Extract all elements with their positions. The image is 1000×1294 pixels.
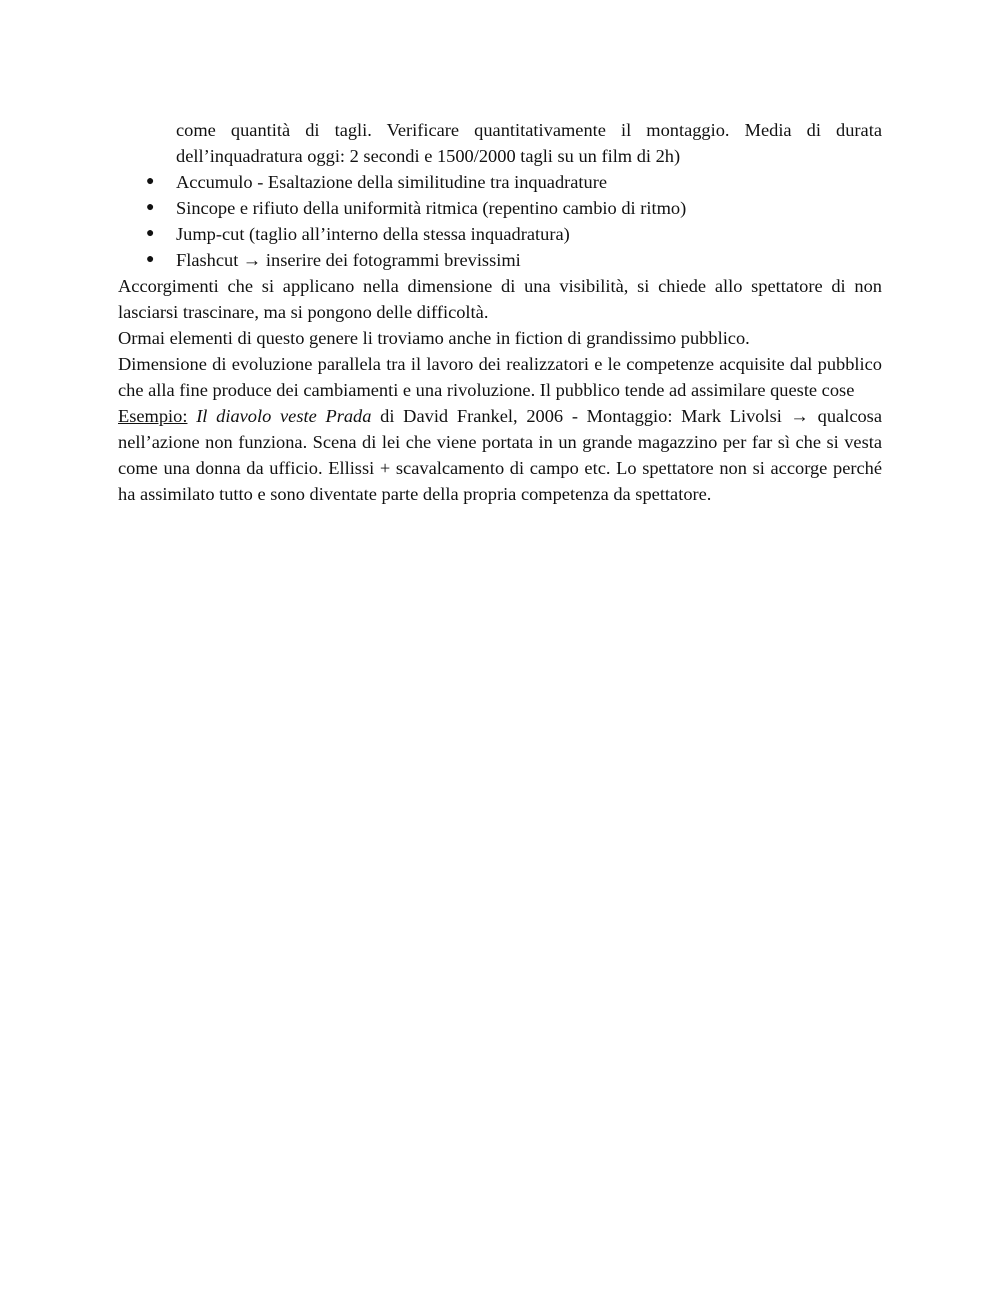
- list-item: [118, 221, 882, 247]
- list-item: [118, 169, 882, 195]
- list-item-text: Sincope e rifiuto della uniformità ritmica (repentino cambio di ritmo): [176, 198, 687, 218]
- example-text: di David Frankel, 2006 - Montaggio: Mark Livolsi → qualcosa nell’azione non funziona. Scena di lei che viene portata in un grande magazzino per far sì che si vesta come una donna da ufficio. Ellissi + scavalcamento di campo etc. Lo spettatore non si accorge perché ha assimilato tutto e sono diventate parte della propria competenza da spettatore.: [118, 406, 882, 504]
- list-item: [118, 247, 882, 273]
- bullet-icon: ●: [146, 226, 155, 241]
- paragraph-example: [118, 403, 882, 507]
- paragraph-fiction: Ormai elementi di questo genere li troviamo anche in fiction di grandissimo pubblico.: [118, 328, 750, 348]
- bullet-icon: ●: [146, 174, 155, 189]
- list-item-text: Flashcut → inserire dei fotogrammi brevissimi: [176, 250, 521, 270]
- list-item: [118, 195, 882, 221]
- document-page: [118, 117, 882, 507]
- example-film-title: Il diavolo veste Prada: [196, 406, 372, 426]
- bullet-list: [118, 169, 882, 273]
- bullet-icon: ●: [146, 200, 155, 215]
- paragraph-evoluzione: Dimensione di evoluzione parallela tra il lavoro dei realizzatori e le competenze acquisite dal pubblico che alla fine produce dei cambiamenti e una rivoluzione. Il pubblico tende ad assimilare queste cose: [118, 354, 882, 400]
- list-item-text: Accumulo - Esaltazione della similitudine tra inquadrature: [176, 172, 608, 192]
- list-item-text: Jump-cut (taglio all’interno della stessa inquadratura): [176, 224, 570, 244]
- example-label: Esempio:: [118, 406, 188, 426]
- paragraph-accorgimenti: Accorgimenti che si applicano nella dimensione di una visibilità, si chiede allo spettatore di non lasciarsi trascinare, ma si pongono delle difficoltà.: [118, 276, 882, 322]
- bullet-icon: ●: [146, 252, 155, 267]
- list-continuation-text: come quantità di tagli. Verificare quantitativamente il montaggio. Media di durata dell’inquadratura oggi: 2 secondi e 1500/2000 tagli su un film di 2h): [176, 120, 882, 166]
